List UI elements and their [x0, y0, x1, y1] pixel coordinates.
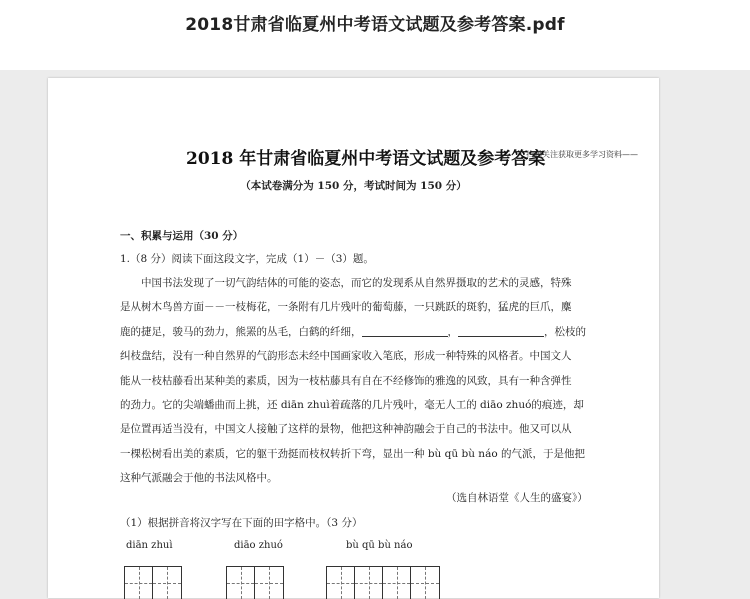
passage-line: 中国书法发现了一切气韵结体的可能的姿态，而它的发现系从自然界摄取的艺术的灵感，特殊 — [141, 277, 572, 289]
answer-blank — [362, 324, 448, 337]
question-1: 1.（8 分）阅读下面这段文字，完成（1）－（3）题。 — [120, 253, 374, 265]
exam-title: 2018 年甘肃省临夏州中考语文试题及参考答案 — [186, 149, 546, 169]
passage-line: 是从树木鸟兽方面－－一枝梅花，一条附有几片残叶的葡萄藤，一只跳跃的斑豹，猛虎的巨爪，麋 — [120, 301, 572, 314]
passage-line: 一棵松树看出美的素质，它的躯干劲挺而枝权转折下弯，显出一种 bù qū bù náo 的气派，于是他把 — [120, 447, 585, 460]
pinyin-label: diān zhuì — [126, 540, 173, 551]
grid-cell[interactable] — [255, 567, 283, 599]
grid-cell[interactable] — [411, 567, 439, 599]
file-title: 2018甘肃省临夏州中考语文试题及参考答案.pdf — [185, 15, 565, 35]
grid-cell[interactable] — [383, 567, 411, 599]
passage-line: 的劲力。它的尖端蟠曲而上挑，还 diān zhuì着疏落的几片残叶，毫无人工的 diāo zhuó的痕迹，却 — [120, 399, 584, 412]
viewer-header — [0, 0, 750, 70]
passage-line: 鹿的捷足，骏马的劲力，熊罴的丛毛，白鹤的纤细， ， ，松枝的 — [120, 325, 586, 338]
writing-grid — [326, 566, 440, 599]
passage-source: （选自林语堂《人生的盛宴》） — [446, 492, 588, 504]
pinyin-label: bù qū bù náo — [346, 540, 413, 551]
reading-passage — [120, 271, 588, 491]
passage-line: 这种气派融会于他的书法风格中。 — [120, 472, 278, 485]
exam-subtitle: （本试卷满分为 150 分，考试时间为 150 分） — [240, 180, 467, 192]
sub-question-1: （1）根据拼音将汉字写在下面的田字格中。（3 分） — [120, 517, 363, 529]
grid-cell[interactable] — [125, 567, 153, 599]
grid-cell[interactable] — [227, 567, 255, 599]
writing-grid — [124, 566, 182, 599]
writing-grid — [226, 566, 284, 599]
grid-cell[interactable] — [355, 567, 383, 599]
pdf-page — [48, 78, 659, 598]
scan-note: 扫码关注获取更多学习资料—— — [526, 150, 638, 159]
passage-line: 纠枝盘结，没有一种自然界的气韵形态未经中国画家收入笔底，形成一种特殊的风格者。中国文人 — [120, 350, 572, 363]
pinyin-label: diāo zhuó — [234, 540, 283, 551]
section-heading: 一、积累与运用（30 分） — [120, 230, 244, 242]
grid-cell[interactable] — [153, 567, 181, 599]
answer-blank — [458, 324, 544, 337]
passage-line: 是位置再适当没有，中国文人接触了这样的景物，他把这种神韵融会于自己的书法中。他又可以从 — [120, 423, 572, 436]
passage-line: 能从一枝枯藤看出某种美的素质，因为一枝枯藤具有自在不经修饰的雅逸的风致，具有一种含弹性 — [120, 374, 572, 387]
grid-cell[interactable] — [327, 567, 355, 599]
